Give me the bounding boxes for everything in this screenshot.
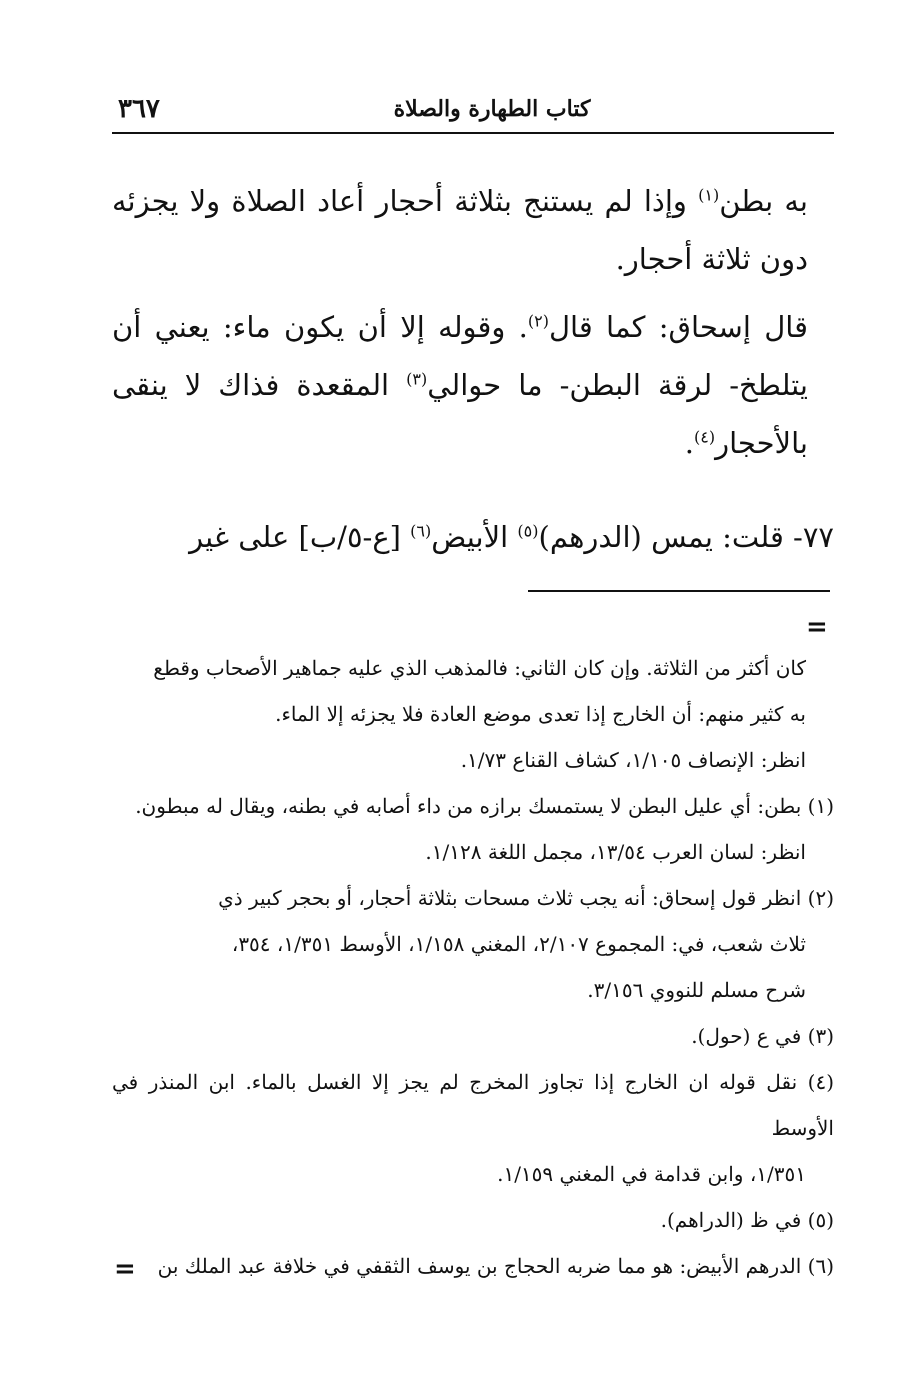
paragraph-2-text-b: . وقوله إلا أن يكون ماء: يعني أن يتلطخ- لرقة البطن- ما حوالي <box>112 310 808 402</box>
footnote-6: (٦) الدرهم الأبيض: هو مما ضربه الحجاج بن يوسف الثقفي في خلافة عبد الملك بن <box>157 1254 834 1278</box>
footnote-line: انظر: الإنصاف ١/١٠٥، كشاف القناع ١/٧٣. <box>460 748 806 772</box>
entry-text-b: الأبيض <box>431 520 518 554</box>
footnote-separator <box>528 590 830 592</box>
header-rule <box>112 132 834 134</box>
paragraph-2-text-c: المقعدة فذاك لا ينقى بالأحجار <box>112 368 808 460</box>
entry-text-c: [ع-٥/ب] على غير <box>189 520 411 554</box>
continuation-mark-bottom: = <box>114 1254 136 1284</box>
paragraph-1-text-b: وإذا لم يستنج بثلاثة أحجار أعاد الصلاة ولا يجزئه دون ثلاثة أحجار. <box>112 184 808 276</box>
paragraph-2 <box>112 298 808 472</box>
footnote-line: شرح مسلم للنووي ٣/١٥٦. <box>587 978 806 1002</box>
paragraph-1-text-a: به بطن <box>719 184 808 218</box>
paragraph-2-text-a: قال إسحاق: كما قال <box>548 310 808 344</box>
continuation-mark-top: = <box>806 612 828 642</box>
footnote-4: (٤) نقل قوله ان الخارج إذا تجاوز المخرج لم يجز إلا الغسل بالماء. ابن المنذر في الأوسط <box>112 1070 834 1140</box>
footnote-5: (٥) في ظ (الدراهم). <box>660 1208 834 1232</box>
footnote-ref-2: (٢) <box>527 311 549 331</box>
footnote-2: (٢) انظر قول إسحاق: أنه يجب ثلاث مسحات بثلاثة أحجار، أو بحجر كبير ذي <box>218 886 834 910</box>
paragraph-2-text-d: . <box>684 426 694 460</box>
entry-77 <box>112 508 834 566</box>
footnotes <box>112 645 834 1289</box>
paragraph-1 <box>112 172 808 288</box>
footnote-line: ثلاث شعب، في: المجموع ٢/١٠٧، المغني ١/١٥٨، الأوسط ١/٣٥١، ٣٥٤، <box>231 932 806 956</box>
footnote-line: به كثير منهم: أن الخارج إذا تعدى موضع العادة فلا يجزئه إلا الماء. <box>275 702 806 726</box>
footnote-ref-6: (٦) <box>410 521 432 541</box>
footnote-3: (٣) في ع (حول). <box>691 1024 834 1048</box>
entry-text-a: ٧٧- قلت: يمس (الدرهم) <box>538 520 834 554</box>
footnote-ref-1: (١) <box>698 185 720 205</box>
footnote-line: كان أكثر من الثلاثة. وإن كان الثاني: فالمذهب الذي عليه جماهير الأصحاب وقطع <box>153 656 806 680</box>
page-header <box>112 90 834 130</box>
footnote-line: انظر: لسان العرب ١٣/٥٤، مجمل اللغة ١/١٢٨. <box>425 840 806 864</box>
footnote-line: ١/٣٥١، وابن قدامة في المغني ١/١٥٩. <box>497 1162 806 1186</box>
main-text <box>112 172 834 472</box>
footnote-ref-5: (٥) <box>517 521 539 541</box>
footnote-ref-4: (٤) <box>693 427 716 447</box>
page-number: ٣٦٧ <box>118 94 160 124</box>
footnote-1: (١) بطن: أي عليل البطن لا يستمسك برازه من داء أصابه في بطنه، ويقال له مبطون. <box>135 794 834 818</box>
running-title: كتاب الطهارة والصلاة <box>393 96 591 122</box>
footnote-ref-3: (٣) <box>406 369 428 389</box>
